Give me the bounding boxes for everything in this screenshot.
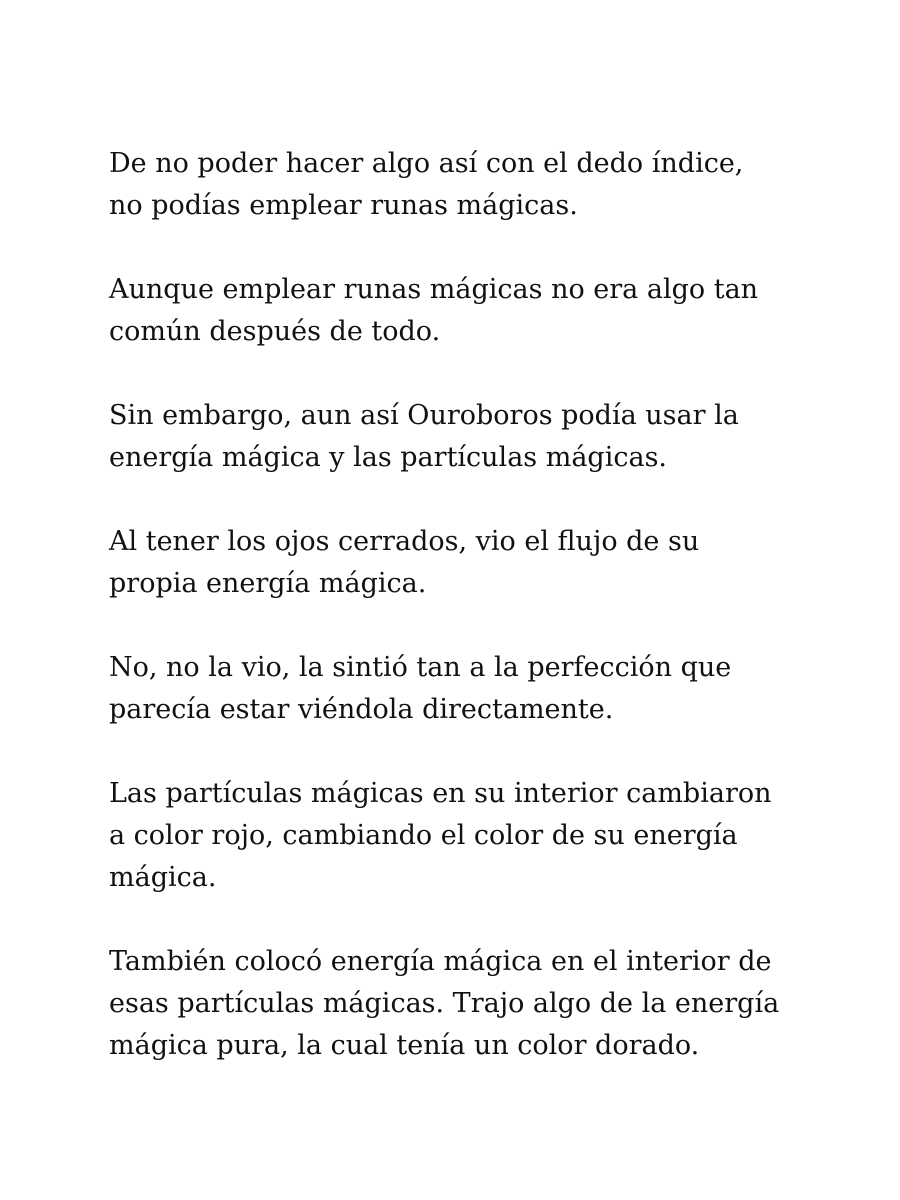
text-line: parecía estar viéndola directamente. [109, 694, 614, 725]
text-line: También colocó energía mágica en el interior de [109, 946, 772, 977]
text-line: energía mágica y las partículas mágicas. [109, 442, 668, 473]
document-page [109, 143, 809, 1109]
paragraph-1 [109, 143, 809, 227]
paragraph-2 [109, 269, 809, 353]
text-line: propia energía mágica. [109, 568, 427, 599]
paragraph-3 [109, 395, 809, 479]
text-line: no podías emplear runas mágicas. [109, 190, 578, 221]
text-line: Al tener los ojos cerrados, vio el flujo de su [109, 526, 700, 557]
text-line: De no poder hacer algo así con el dedo índice, [109, 148, 744, 179]
text-line: Sin embargo, aun así Ouroboros podía usar la [109, 400, 739, 431]
paragraph-4 [109, 521, 809, 605]
text-line: Aunque emplear runas mágicas no era algo tan [109, 274, 759, 305]
text-line: Las partículas mágicas en su interior cambiaron [109, 778, 772, 809]
paragraph-6 [109, 773, 809, 899]
paragraph-7 [109, 941, 809, 1067]
paragraph-5 [109, 647, 809, 731]
text-line: esas partículas mágicas. Trajo algo de la energía [109, 988, 780, 1019]
text-line: mágica. [109, 862, 217, 893]
text-line: a color rojo, cambiando el color de su energía [109, 820, 738, 851]
text-line: común después de todo. [109, 316, 441, 347]
text-line: No, no la vio, la sintió tan a la perfección que [109, 652, 732, 683]
text-line: mágica pura, la cual tenía un color dorado. [109, 1030, 700, 1061]
